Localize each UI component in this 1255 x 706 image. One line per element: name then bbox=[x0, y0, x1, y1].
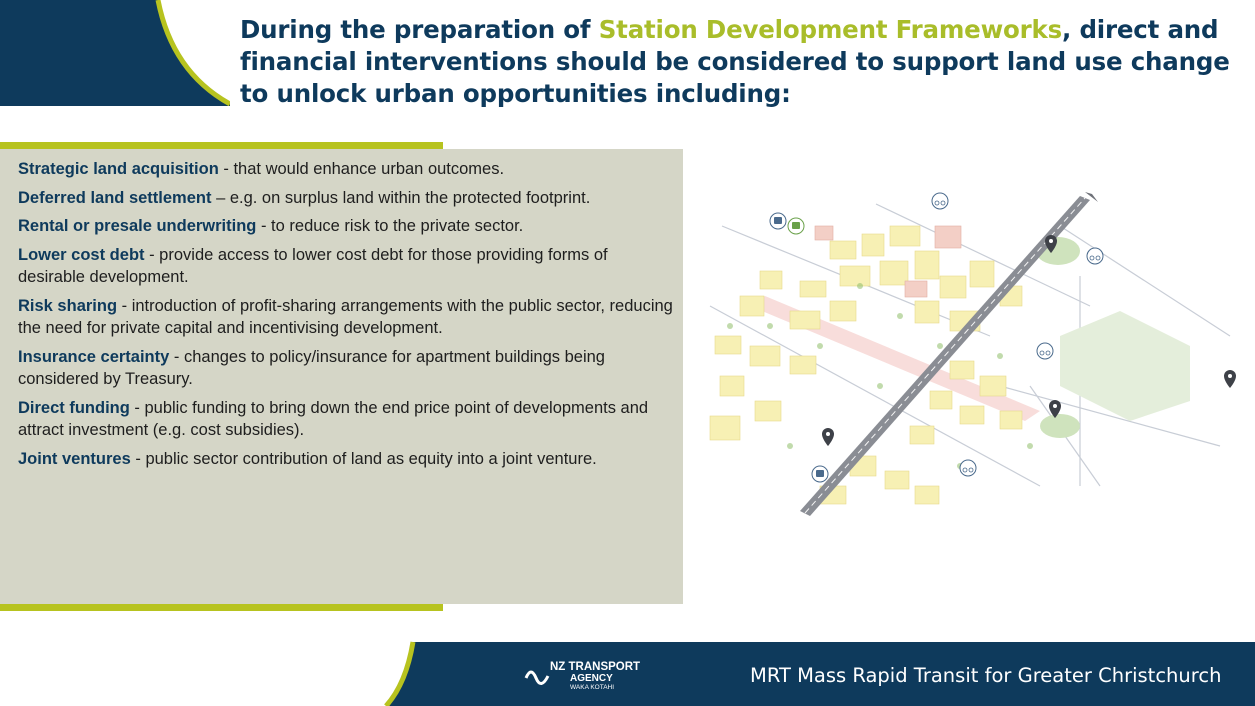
bus-icon bbox=[812, 466, 828, 482]
accent-bar-top bbox=[0, 142, 443, 149]
list-item bbox=[18, 346, 678, 391]
logo-text-line1: NZ TRANSPORT bbox=[550, 661, 641, 673]
wave-logo-icon bbox=[524, 664, 550, 690]
item-description: - public funding to bring down the end price point of developments and attract investment (e.g. cost subsidies). bbox=[18, 398, 649, 439]
intervention-list bbox=[18, 158, 678, 476]
item-term: Rental or presale underwriting bbox=[18, 217, 257, 235]
list-item bbox=[18, 158, 678, 181]
item-term: Deferred land settlement bbox=[18, 188, 212, 207]
bike-icon bbox=[1087, 248, 1103, 264]
item-description: – e.g. on surplus land within the protected footprint. bbox=[211, 188, 591, 207]
item-term: Direct funding bbox=[18, 398, 130, 417]
accent-bar-bottom bbox=[0, 604, 443, 611]
station-area-illustration bbox=[700, 186, 1255, 522]
item-description: - provide access to lower cost debt for those providing forms of desirable development. bbox=[18, 245, 608, 286]
bus-icon bbox=[770, 213, 786, 229]
list-item bbox=[18, 187, 678, 210]
logo-text-line2: AGENCY bbox=[570, 673, 613, 684]
item-term: Risk sharing bbox=[18, 296, 118, 315]
item-description: - to reduce risk to the private sector. bbox=[256, 217, 524, 235]
nz-transport-agency-logo bbox=[524, 662, 664, 692]
bike-icon bbox=[932, 193, 948, 209]
title-highlight: Station Development Frameworks bbox=[598, 15, 1063, 44]
list-item bbox=[18, 244, 678, 289]
item-description: - introduction of profit-sharing arrangements with the public sector, reducing the need for private capital and incentivising development. bbox=[18, 296, 673, 337]
item-term: Strategic land acquisition bbox=[18, 160, 219, 178]
item-description: - public sector contribution of land as equity into a joint venture. bbox=[130, 449, 597, 468]
corner-accent-graphic bbox=[0, 0, 230, 106]
item-description: - changes to policy/insurance for apartment buildings being considered by Treasury. bbox=[18, 347, 605, 388]
page-title: During the preparation of Station Development Frameworks, direct and financial interventions should be considered to support land use change to unlock urban opportunities including: bbox=[240, 15, 1230, 108]
bike-icon bbox=[1037, 343, 1053, 359]
map-pin-icon bbox=[1224, 370, 1236, 388]
list-item bbox=[18, 295, 678, 340]
footer-tagline: MRT Mass Rapid Transit for Greater Christchurch bbox=[750, 664, 1222, 687]
map-pin-icon bbox=[822, 428, 834, 446]
item-term: Lower cost debt bbox=[18, 245, 145, 264]
list-item bbox=[18, 397, 678, 442]
list-item bbox=[18, 448, 678, 471]
bus-icon bbox=[788, 218, 804, 234]
bike-icon bbox=[960, 460, 976, 476]
item-description: - that would enhance urban outcomes. bbox=[218, 160, 505, 178]
logo-text-line3: WAKA KOTAHI bbox=[570, 684, 615, 691]
item-term: Insurance certainty bbox=[18, 347, 170, 366]
list-item bbox=[18, 215, 678, 238]
item-term: Joint ventures bbox=[18, 449, 131, 468]
